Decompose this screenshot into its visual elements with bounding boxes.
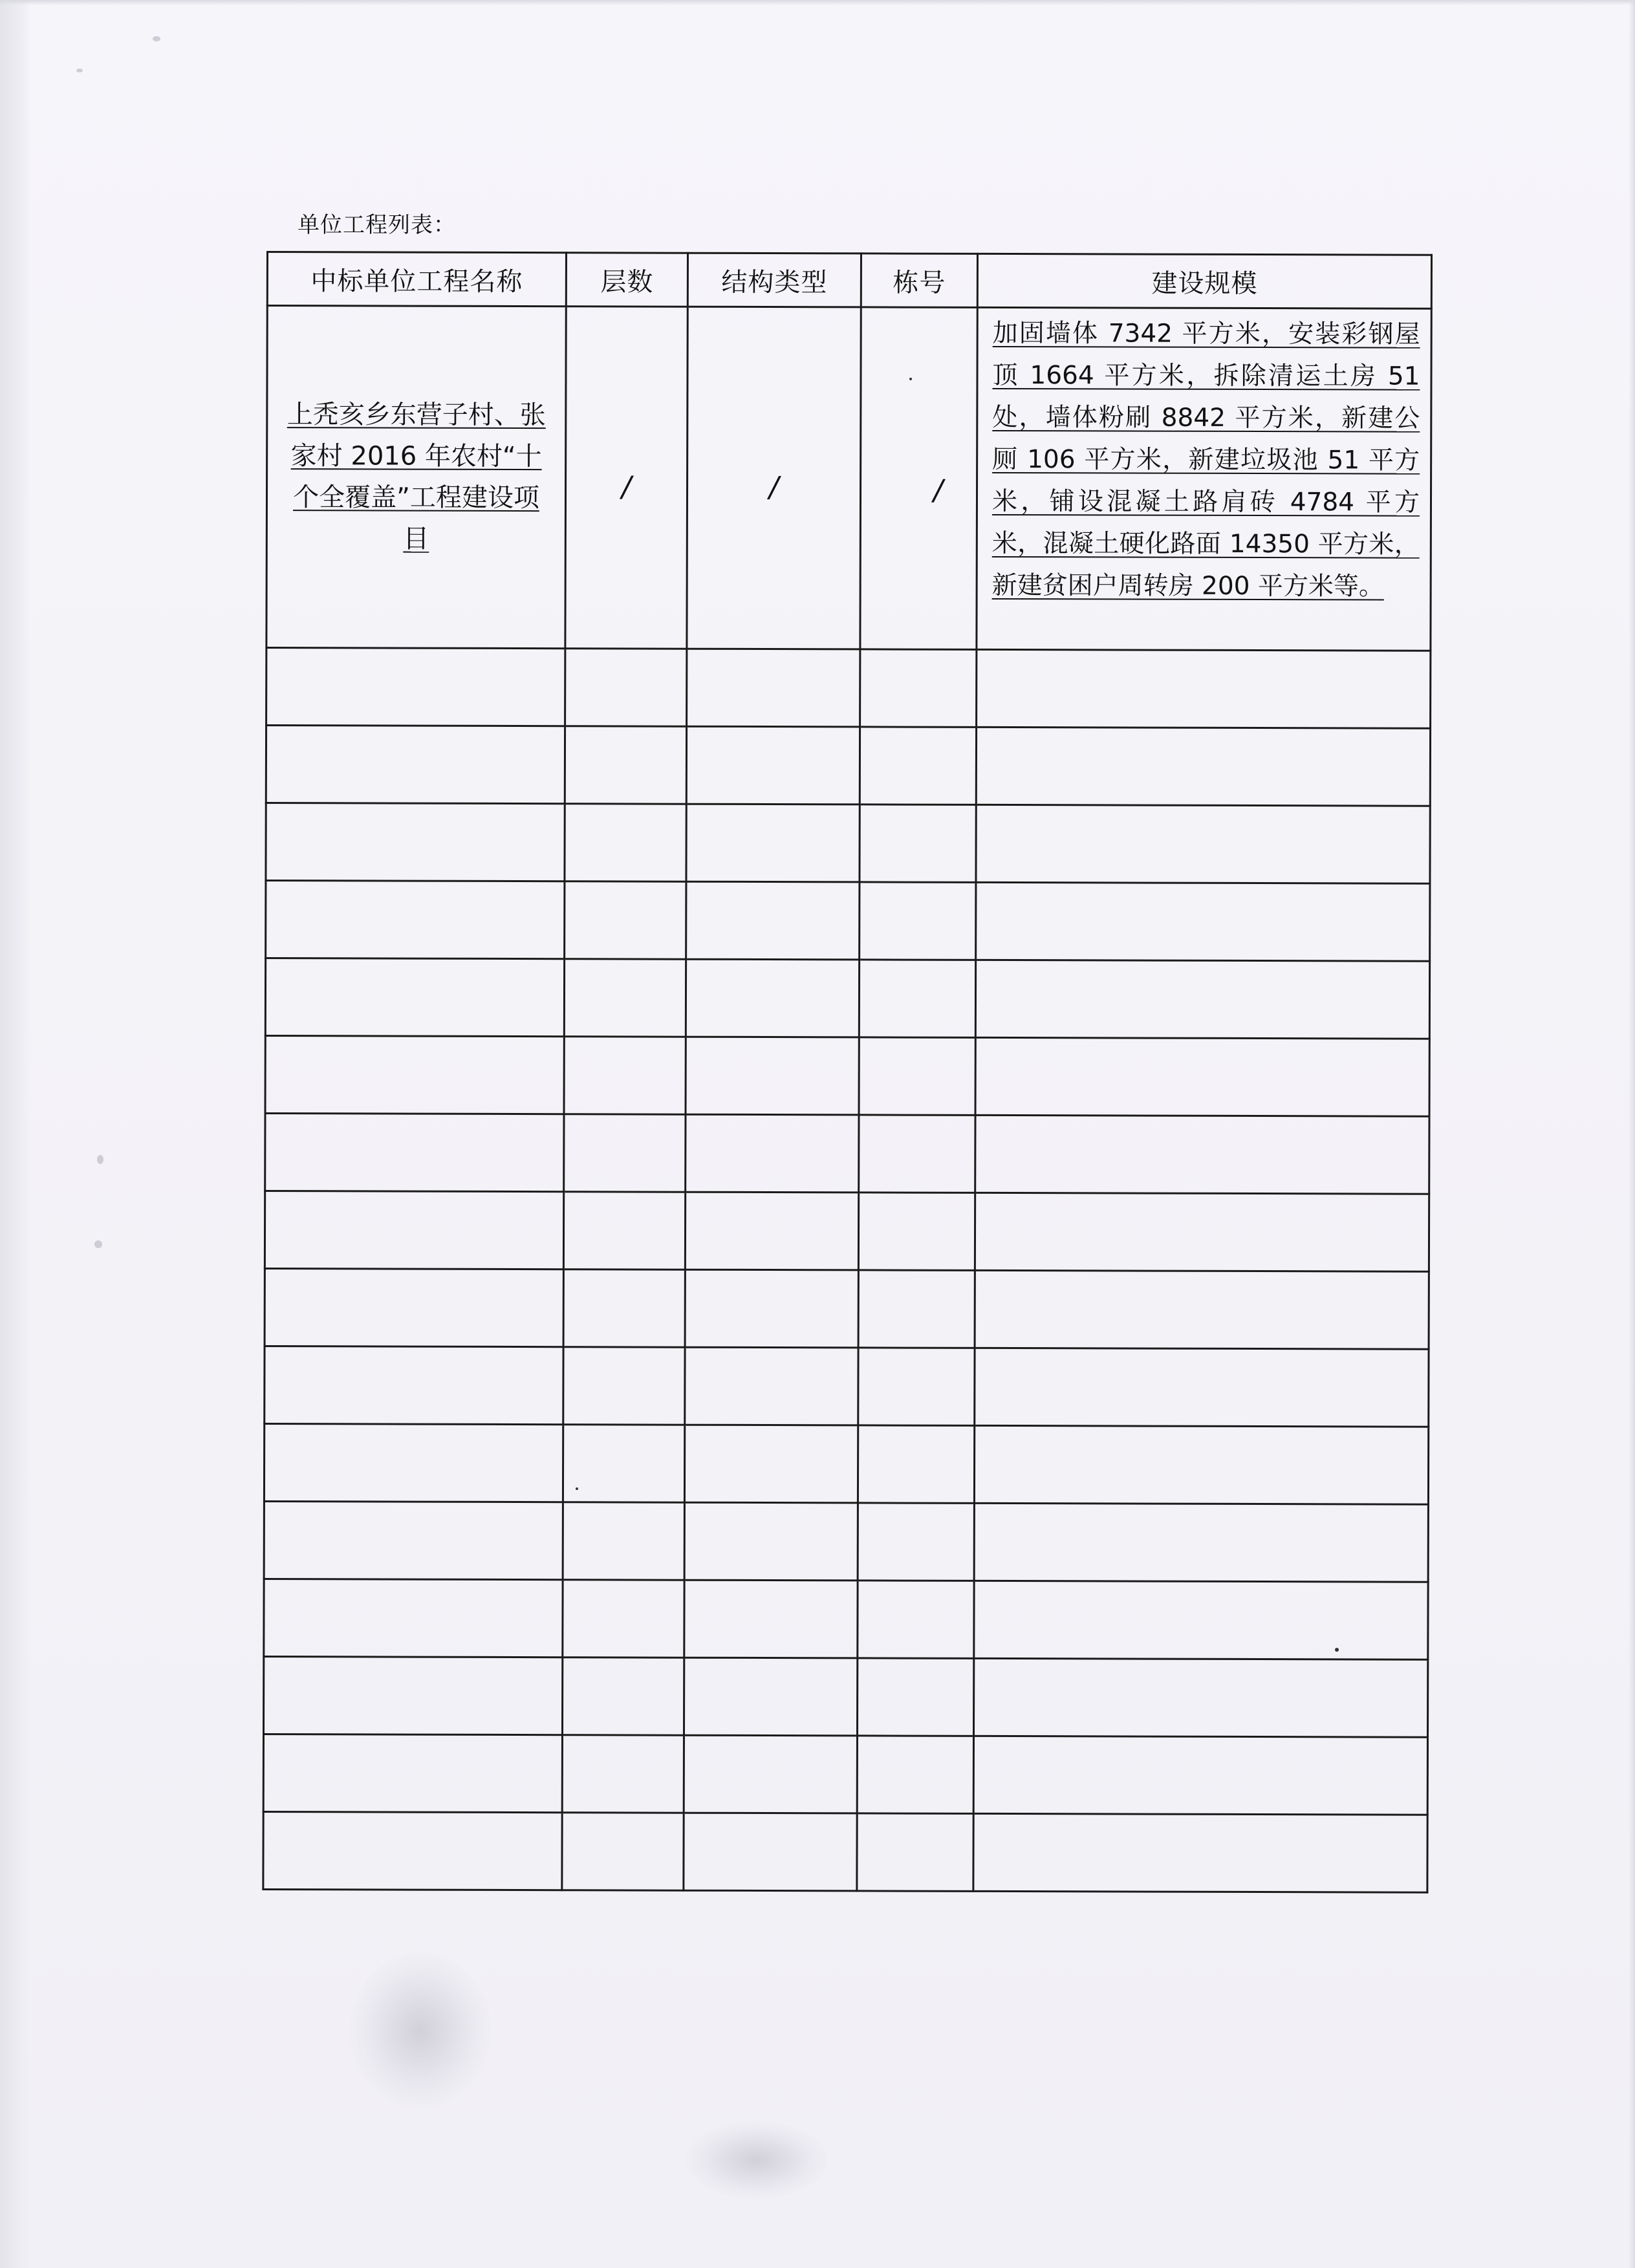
table-row-empty [265, 1113, 1429, 1194]
building-number-value: / [933, 473, 944, 507]
cell-project-name [266, 648, 565, 726]
table-row-empty [266, 881, 1430, 962]
unit-project-table [262, 251, 1433, 1894]
cell-project-name [265, 1191, 563, 1269]
cell-construction-scale [973, 1813, 1427, 1892]
cell-building-number [860, 805, 976, 882]
cell-floors [565, 307, 688, 649]
cell-floors [563, 1580, 684, 1658]
table-row-empty [265, 1346, 1429, 1427]
cell-project-name [265, 1268, 563, 1346]
cell-construction-scale [977, 307, 1431, 651]
scan-speck [97, 1155, 103, 1164]
table-row-empty [264, 1579, 1428, 1659]
cell-floors [563, 1347, 685, 1425]
cell-structure-type [686, 1037, 859, 1115]
cell-structure-type [684, 1502, 858, 1581]
cell-building-number [858, 1425, 974, 1503]
table-row-empty [266, 648, 1431, 729]
cell-structure-type [684, 1580, 858, 1658]
cell-structure-type [686, 881, 860, 960]
cell-floors [563, 1425, 684, 1502]
table-row [266, 306, 1431, 651]
header-structure-type: 结构类型 [688, 253, 861, 307]
structure-type-value: / [769, 470, 779, 504]
table-row-empty [265, 1035, 1429, 1116]
cell-construction-scale [974, 1425, 1428, 1504]
table-row-empty [265, 958, 1429, 1039]
table-row-empty [263, 1811, 1427, 1892]
scan-speck [94, 1240, 102, 1248]
scan-speck [76, 69, 83, 72]
header-building-number: 栋号 [861, 254, 977, 307]
header-floors: 层数 [566, 253, 688, 307]
cell-floors [562, 1658, 684, 1735]
cell-structure-type [685, 1192, 858, 1270]
cell-project-name [265, 1346, 563, 1424]
cell-building-number [858, 1348, 975, 1425]
cell-project-name [266, 803, 565, 881]
cell-project-name [263, 1656, 562, 1734]
cell-structure-type [684, 1813, 857, 1891]
scan-top-edge [0, 0, 1635, 5]
cell-building-number [860, 727, 976, 805]
cell-building-number [860, 882, 976, 960]
cell-floors [563, 1192, 685, 1269]
cell-floors [565, 804, 686, 881]
cell-structure-type [687, 649, 860, 727]
table-row-empty [264, 1501, 1428, 1582]
cell-structure-type [684, 1658, 857, 1736]
cell-project-name [265, 958, 564, 1037]
header-construction-scale: 建设规模 [977, 254, 1431, 308]
cell-building-number [857, 1736, 973, 1813]
project-name-text: 上秃亥乡东营子村、张家村 2016 年农村“十个全覆盖”工程建设项目 [287, 400, 546, 554]
cell-construction-scale [975, 960, 1429, 1039]
cell-building-number [858, 1503, 974, 1581]
cell-floors [565, 881, 686, 959]
cell-floors [564, 1114, 686, 1192]
cell-construction-scale [975, 1270, 1429, 1349]
cell-structure-type [686, 804, 860, 882]
cell-floors [565, 649, 687, 726]
cell-construction-scale [975, 1348, 1429, 1427]
cell-construction-scale [975, 1193, 1429, 1271]
cell-project-name [266, 726, 565, 804]
cell-project-name [265, 1035, 564, 1114]
cell-project-name [266, 881, 565, 959]
cell-structure-type [684, 1425, 858, 1503]
cell-construction-scale [973, 1736, 1427, 1815]
cell-floors [564, 959, 686, 1037]
construction-scale-text: 加固墙体 7342 平方米，安装彩钢屋顶 1664 平方米，拆除清运土房 51 处，墙体粉刷 8842 平方米，新建公厕 106 平方米，新建垃圾池 51 平方米，铺设混凝土路肩砖 4784 平方米，混凝土硬化路面 14350 平方米，新建贫困户周转房 200 平方米等。 [991, 318, 1420, 601]
cell-floors [563, 1269, 685, 1347]
scan-smudge [349, 1953, 492, 2108]
cell-structure-type [685, 1347, 858, 1425]
cell-structure-type [686, 1114, 859, 1193]
cell-construction-scale [973, 1658, 1427, 1737]
scan-right-edge [1629, 0, 1635, 2268]
table-row-empty [265, 1268, 1429, 1349]
table-row-empty [263, 1656, 1427, 1737]
scan-left-edge [0, 0, 31, 2268]
table-row-empty [266, 803, 1430, 884]
cell-structure-type [686, 726, 860, 805]
cell-floors [562, 1813, 684, 1890]
cell-structure-type [685, 1269, 858, 1348]
cell-project-name [264, 1579, 563, 1657]
cell-building-number [857, 1813, 973, 1891]
cell-construction-scale [974, 1581, 1428, 1659]
cell-structure-type [687, 307, 861, 649]
scan-speck [153, 36, 160, 41]
table-row-empty [263, 1734, 1427, 1815]
cell-building-number [858, 1581, 974, 1658]
table-row-empty [265, 1191, 1429, 1271]
cell-floors [562, 1735, 684, 1813]
floors-value: / [622, 470, 632, 503]
table-header-row [267, 252, 1431, 309]
cell-structure-type [686, 959, 859, 1037]
cell-project-name [263, 1811, 562, 1890]
header-project-name: 中标单位工程名称 [267, 252, 566, 307]
cell-construction-scale [976, 882, 1430, 961]
cell-project-name [264, 1501, 563, 1579]
cell-building-number [857, 1658, 973, 1736]
cell-building-number [859, 960, 975, 1037]
cell-building-number [860, 649, 977, 727]
cell-construction-scale [977, 649, 1431, 728]
table-caption: 单位工程列表： [298, 212, 456, 238]
cell-construction-scale [975, 1037, 1429, 1116]
cell-floors [565, 726, 686, 804]
cell-structure-type [684, 1735, 857, 1813]
cell-building-number [859, 1037, 975, 1115]
cell-floors [563, 1502, 684, 1580]
cell-floors [564, 1037, 686, 1114]
cell-project-name [265, 1113, 564, 1191]
scan-smudge [686, 2121, 828, 2199]
cell-construction-scale [976, 727, 1430, 806]
cell-project-name [263, 1734, 562, 1812]
table-row-empty [264, 1423, 1428, 1504]
cell-construction-scale [974, 1503, 1428, 1582]
cell-building-number [860, 307, 977, 649]
cell-building-number [858, 1193, 975, 1270]
cell-construction-scale [976, 805, 1430, 883]
cell-building-number [859, 1115, 975, 1193]
cell-project-name [264, 1423, 563, 1502]
table-row-empty [266, 726, 1430, 806]
cell-project-name [266, 306, 566, 649]
cell-construction-scale [975, 1115, 1429, 1194]
cell-building-number [858, 1270, 975, 1348]
